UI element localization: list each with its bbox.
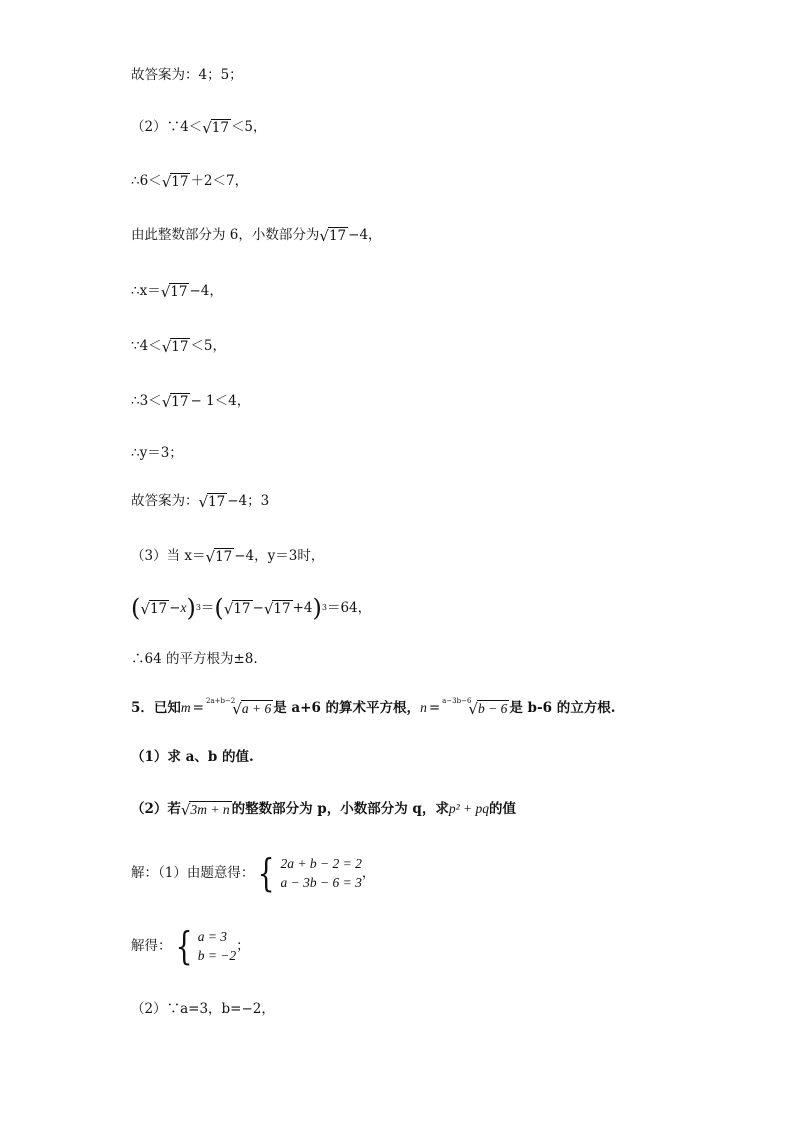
sqrt-17: √ 17: [161, 172, 189, 191]
sqrt-17: √ 17: [263, 599, 291, 618]
text-line: ∴6＜ √ 17 ＋2＜7，: [131, 172, 249, 191]
nth-root-a6: √ a + 6: [232, 699, 272, 718]
text-line: 故答案为： √ 17 −4；3: [131, 492, 270, 511]
solution-step-3: （2）∵a=3，b=−2，: [131, 1001, 275, 1017]
problem-5-statement: 5．已知 m = 2a+b−2 √ a + 6 是 a+6 的算术平方根， n = a−3b−6 √ b − 6 是 b-6 的立方根.: [131, 697, 616, 718]
solution-system: { a = 3 b = −2: [175, 924, 237, 968]
text-line: （2）∵4＜ √ 17 ＜5，: [131, 118, 267, 137]
solution-step-2: 解得： { a = 3 b = −2 ；: [131, 924, 250, 968]
solution-step-1: 解：（1）由题意得： { 2a + b − 2 = 2 a − 3b − 6 = 3 ，: [131, 851, 376, 895]
text-line: ∴y＝3；: [131, 445, 183, 461]
sqrt-17: √ 17: [223, 599, 251, 618]
sqrt-17: √ 17: [161, 337, 189, 356]
question-1: （1）求 a、b 的值.: [131, 749, 254, 765]
sqrt-17: √ 17: [161, 392, 189, 411]
text-line: ∴3＜ √ 17 − 1＜4，: [131, 392, 251, 411]
text-line: 故答案为：4；5；: [131, 67, 243, 83]
sqrt-17: √ 17: [140, 599, 168, 618]
sqrt-17: √ 17: [160, 282, 188, 301]
text-line: ∵4＜ √ 17 ＜5，: [131, 337, 227, 356]
equation-system: { 2a + b − 2 = 2 a − 3b − 6 = 3: [257, 851, 362, 895]
nth-root-b6: √ b − 6: [468, 699, 508, 718]
sqrt-3m-n: √ 3m + n: [180, 800, 230, 819]
sqrt-17: √ 17: [205, 547, 233, 566]
question-2: （2）若 √ 3m + n 的整数部分为 p，小数部分为 q，求 p² + pq 的值: [131, 800, 517, 819]
sqrt-17: √ 17: [202, 118, 229, 137]
text-line: ∴64 的平方根为±8.: [131, 651, 258, 667]
text-line: ∴x＝ √ 17 −4，: [131, 282, 223, 301]
formula-line: ( √ 17 − x ) 3 ＝ ( √ 17 − √ 17 +4 ) 3 ＝64，: [131, 594, 372, 622]
text-line: （3）当 x＝ √ 17 −4，y＝3时，: [131, 547, 325, 566]
sqrt-17: √ 17: [319, 226, 347, 245]
text-line: 由此整数部分为 6，小数部分为 √ 17 −4，: [131, 226, 382, 245]
sqrt-17: √ 17: [198, 492, 226, 511]
